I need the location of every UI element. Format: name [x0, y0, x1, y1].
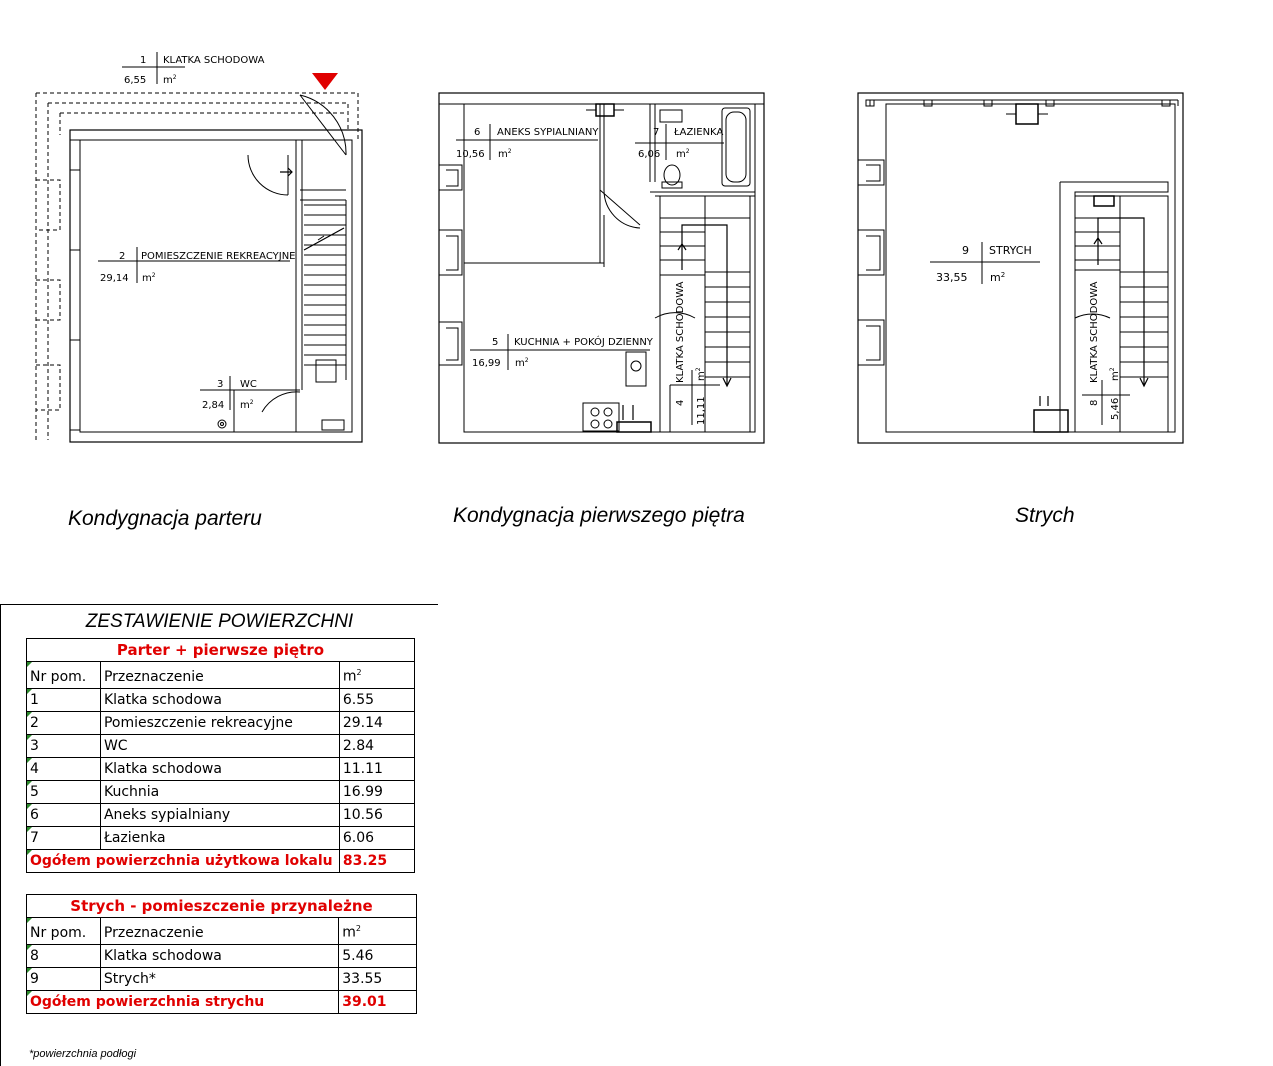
cell-name: Aneks sypialniany — [100, 803, 339, 826]
svg-text:KUCHNIA + POKÓJ DZIENNY: KUCHNIA + POKÓJ DZIENNY — [514, 337, 653, 348]
table-row — [27, 757, 415, 780]
cell-no: 4 — [27, 757, 101, 780]
svg-text:WC: WC — [240, 379, 257, 390]
summary-title: ZESTAWIENIE POWIERZCHNI — [85, 611, 354, 632]
main-table-col-headers: Nr pom. Przeznaczenie $m^2$ — [27, 662, 415, 689]
table-row — [27, 826, 415, 849]
svg-text:9: 9 — [962, 244, 969, 257]
attic-area-table — [26, 894, 417, 1014]
cell-no: 3 — [27, 734, 101, 757]
svg-text:33,55: 33,55 — [936, 271, 968, 284]
room-label-9 — [936, 244, 1032, 284]
svg-text:KLATKA SCHODOWA: KLATKA SCHODOWA — [1089, 281, 1100, 383]
cell-area: 29.14 — [339, 711, 414, 734]
caption-attic: Strych — [1015, 504, 1075, 527]
svg-text:8: 8 — [1089, 399, 1100, 406]
table-row — [27, 967, 417, 990]
cell-no: 7 — [27, 826, 101, 849]
cell-name: Strych* — [100, 967, 338, 990]
svg-text:m2: $m^2$ — [240, 399, 254, 411]
attic-plan — [858, 93, 1183, 443]
cell-name: Klatka schodowa — [100, 688, 339, 711]
ground-floor-plan — [36, 52, 362, 442]
main-table-total: Ogółem powierzchnia użytkowa lokalu 83.25 — [27, 849, 415, 872]
svg-text:m2: $m^2$ — [1109, 367, 1121, 381]
svg-text:6,06: 6,06 — [638, 149, 661, 160]
svg-text:2: 2 — [119, 251, 126, 262]
cell-area: 6.06 — [339, 826, 414, 849]
room-label-8 — [1089, 281, 1121, 420]
cell-name: Klatka schodowa — [100, 944, 338, 967]
table-row — [27, 711, 415, 734]
svg-text:29,14: 29,14 — [100, 273, 129, 284]
cell-area: 16.99 — [339, 780, 414, 803]
room-label-3 — [202, 379, 257, 411]
room-label-6 — [456, 127, 599, 160]
attic-table-col-headers: Nr pom. Przeznaczenie $m^2$ — [27, 918, 417, 945]
svg-text:7: 7 — [653, 127, 660, 138]
cell-area: 11.11 — [339, 757, 414, 780]
cell-no: 6 — [27, 803, 101, 826]
svg-text:1: 1 — [140, 55, 147, 66]
ground-stairs — [304, 200, 346, 380]
svg-text:10,56: 10,56 — [456, 149, 485, 160]
svg-text:m2: $m^2$ — [498, 148, 512, 160]
svg-text:m2: $m^2$ — [990, 271, 1006, 284]
svg-text:m2: $m^2$ — [515, 357, 529, 369]
cell-area: 10.56 — [339, 803, 414, 826]
table-row — [27, 944, 417, 967]
svg-text:KLATKA SCHODOWA: KLATKA SCHODOWA — [675, 281, 686, 383]
caption-ground-floor: Kondygnacja parteru — [68, 507, 262, 530]
cell-no: 1 — [27, 688, 101, 711]
cell-no: 2 — [27, 711, 101, 734]
caption-first-floor: Kondygnacja pierwszego piętra — [453, 504, 745, 527]
svg-text:6,55: 6,55 — [124, 75, 147, 86]
attic-table-header: Strych - pomieszczenie przynależne — [27, 895, 417, 918]
cell-area: 5.46 — [339, 944, 417, 967]
svg-text:16,99: 16,99 — [472, 358, 501, 369]
svg-text:POMIESZCZENIE REKREACYJNE: POMIESZCZENIE REKREACYJNE — [141, 251, 296, 262]
table-row — [27, 803, 415, 826]
svg-text:ŁAZIENKA: ŁAZIENKA — [674, 127, 724, 138]
cell-no: 5 — [27, 780, 101, 803]
svg-text:2,84: 2,84 — [202, 400, 225, 411]
cell-area: 2.84 — [339, 734, 414, 757]
main-area-table — [26, 638, 415, 873]
table-row — [27, 734, 415, 757]
cell-no: 8 — [27, 944, 101, 967]
svg-text:m2: $m^2$ — [695, 367, 707, 381]
svg-text:STRYCH: STRYCH — [989, 244, 1032, 257]
cell-name: Kuchnia — [100, 780, 339, 803]
attic-table-total: Ogółem powierzchnia strychu 39.01 — [27, 990, 417, 1013]
svg-text:ANEKS SYPIALNIANY: ANEKS SYPIALNIANY — [497, 127, 599, 138]
svg-text:5,46: 5,46 — [1110, 397, 1121, 420]
cell-area: 33.55 — [339, 967, 417, 990]
svg-text:4: 4 — [675, 399, 686, 406]
svg-text:m2: $m^2$ — [142, 272, 156, 284]
table-row — [27, 688, 415, 711]
room-label-1 — [124, 55, 265, 86]
svg-text:5: 5 — [492, 337, 499, 348]
room-label-4 — [675, 281, 707, 425]
svg-text:11,11: 11,11 — [696, 396, 707, 425]
first-floor-plan — [439, 93, 764, 443]
cell-name: Łazienka — [100, 826, 339, 849]
svg-text:3: 3 — [217, 379, 224, 390]
svg-text:6: 6 — [474, 127, 481, 138]
main-table-header: Parter + pierwsze piętro — [27, 639, 415, 662]
cell-name: Pomieszczenie rekreacyjne — [100, 711, 339, 734]
svg-text:m2: $m^2$ — [163, 74, 177, 86]
svg-text:KLATKA SCHODOWA: KLATKA SCHODOWA — [163, 55, 265, 66]
entrance-marker — [312, 73, 338, 90]
table-row — [27, 780, 415, 803]
svg-text:m2: $m^2$ — [676, 148, 690, 160]
cell-no: 9 — [27, 967, 101, 990]
footnote: *powierzchnia podłogi — [29, 1048, 137, 1060]
cell-area: 6.55 — [339, 688, 414, 711]
room-label-2 — [100, 251, 296, 284]
cell-name: WC — [100, 734, 339, 757]
cell-name: Klatka schodowa — [100, 757, 339, 780]
